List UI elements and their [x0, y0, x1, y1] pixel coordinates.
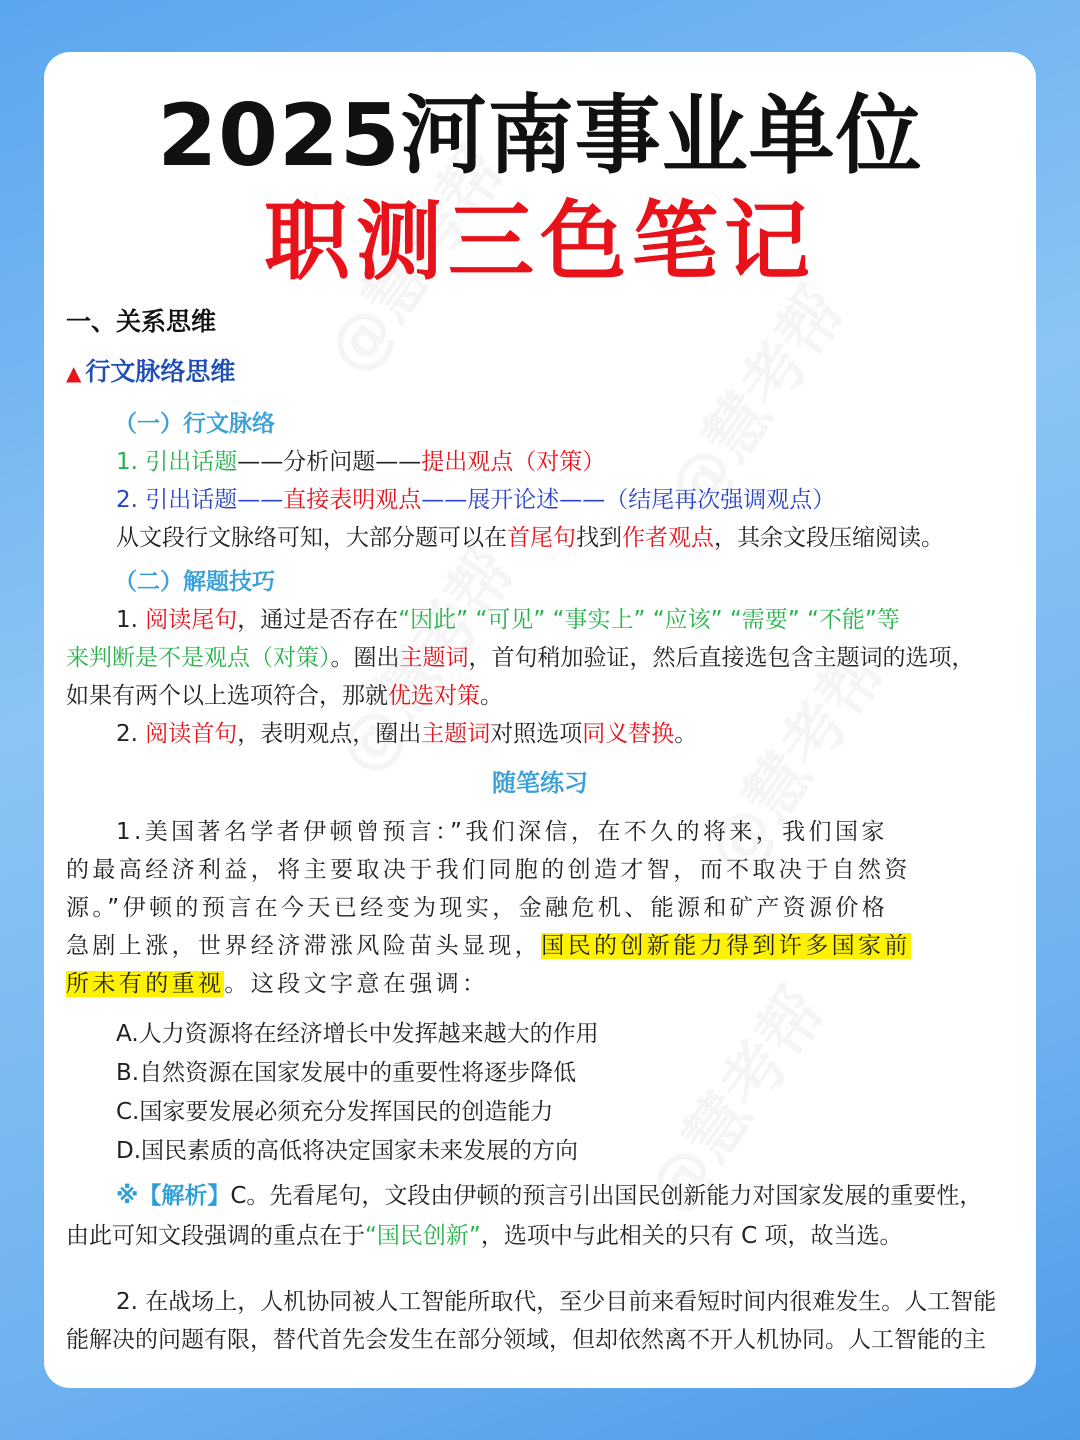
- tip1-line2: 来判断是不是观点（对策）。圈出主题词，首句稍加验证，然后直接选包含主题词的选项，: [66, 645, 975, 671]
- part1-heading: （一）行文脉络: [114, 411, 275, 437]
- question1-line2: 的最高经济利益，将主要取决于我们同胞的创造才智，而不取决于自然资: [66, 857, 911, 883]
- practice-heading: 随笔练习: [492, 769, 588, 797]
- part2-heading: （二）解题技巧: [114, 569, 275, 595]
- page-title: 2025河南事业单位: [157, 86, 923, 186]
- sub-heading-label: 行文脉络思维: [85, 357, 236, 386]
- question1-line4: 急剧上涨，世界经济滞涨风险苗头显现，国民的创新能力得到许多国家前: [66, 933, 911, 959]
- option-b: B.自然资源在国家发展中的重要性将逐步降低: [116, 1060, 577, 1086]
- context-summary: 从文段行文脉络可知，大部分题可以在首尾句找到作者观点，其余文段压缩阅读。: [116, 525, 944, 551]
- question1-line3: 源。”伊顿的预言在今天已经变为现实，金融危机、能源和矿产资源价格: [66, 895, 889, 921]
- context-line-1: 1. 引出话题——分析问题——提出观点（对策）: [116, 449, 606, 475]
- tip1-line1: 1. 阅读尾句，通过是否存在“因此” “可见” “事实上” “应该” “需要” “不能”等: [116, 607, 900, 633]
- page-subtitle: 职测三色笔记: [264, 192, 816, 292]
- note-card: [44, 52, 1036, 1388]
- sub-heading: [66, 356, 235, 389]
- option-a: A.人力资源将在经济增长中发挥越来越大的作用: [116, 1021, 599, 1047]
- section-heading: 一、关系思维: [66, 307, 217, 336]
- tip1-line3: 如果有两个以上选项符合，那就优选对策。: [66, 683, 503, 709]
- question2-line2: 能解决的问题有限，替代首先会发生在部分领域，但却依然离不开人机协同。人工智能的主: [66, 1327, 986, 1353]
- analysis-line2: 由此可知文段强调的重点在于“国民创新”，选项中与此相关的只有 C 项，故当选。: [66, 1223, 903, 1249]
- question1-line1: 1.美国著名学者伊顿曾预言：”我们深信，在不久的将来，我们国家: [116, 819, 888, 845]
- highlight-text: 国民的创新能力得到许多国家前: [541, 933, 911, 959]
- analysis-line1: ※【解析】C。先看尾句，文段由伊顿的预言引出国民创新能力对国家发展的重要性，: [116, 1183, 983, 1209]
- option-c: C.国家要发展必须充分发挥国民的创造能力: [116, 1099, 554, 1125]
- highlight-text: 所未有的重视: [66, 971, 225, 997]
- context-line-2: 2. 引出话题——直接表明观点——展开论述——（结尾再次强调观点）: [116, 487, 836, 513]
- tip2-line: 2. 阅读首句，表明观点，圈出主题词对照选项同义替换。: [116, 721, 698, 747]
- question1-line5: 所未有的重视。这段文字意在强调：: [66, 971, 489, 997]
- option-d: D.国民素质的高低将决定国家未来发展的方向: [116, 1138, 579, 1164]
- question2-line1: 2. 在战场上，人机协同被人工智能所取代，至少目前来看短时间内很难发生。人工智能: [116, 1289, 997, 1315]
- triangle-icon: ▲: [66, 361, 82, 385]
